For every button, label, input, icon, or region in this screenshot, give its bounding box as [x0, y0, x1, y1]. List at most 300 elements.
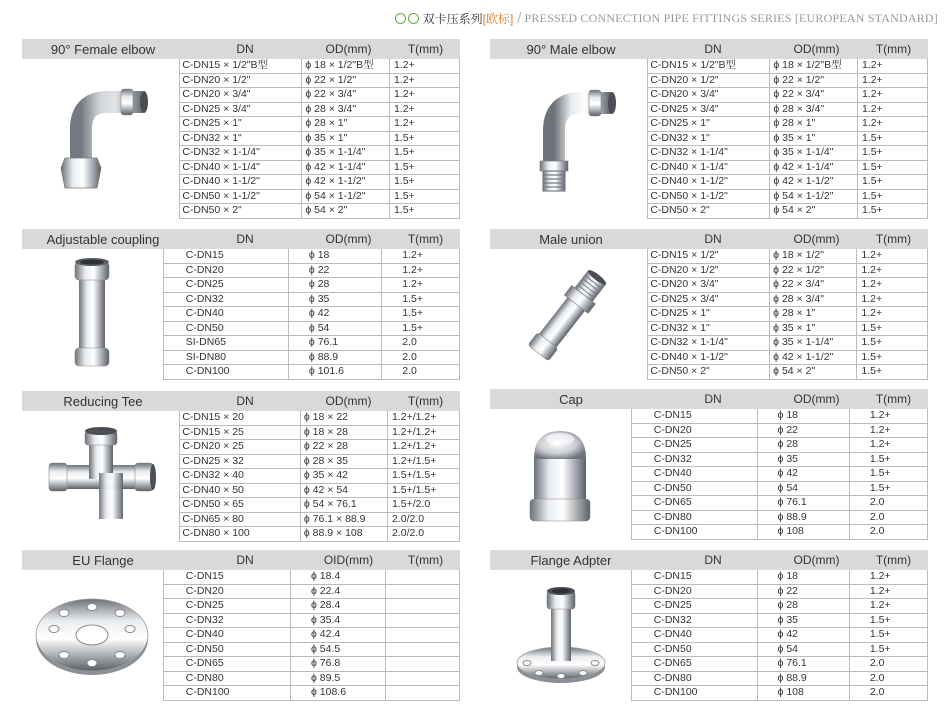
spec-table	[163, 249, 460, 380]
thickness-cell: 1.2+/1.2+	[387, 425, 459, 440]
table-row	[180, 88, 460, 103]
thickness-cell: 1.2+	[857, 88, 927, 103]
table-row	[648, 321, 928, 336]
thickness-cell: 1.5+	[849, 628, 927, 643]
col-header-t: T(mm)	[875, 232, 912, 246]
col-header-dn: DN	[236, 553, 254, 567]
reducing-tee-image	[22, 411, 179, 542]
thickness-cell: 1.5+	[382, 321, 460, 336]
dn-cell: C-DN15	[163, 249, 288, 263]
table-row	[163, 321, 459, 336]
panel-eu-flange	[22, 550, 460, 701]
spec-table	[163, 570, 460, 701]
col-header-t: T(mm)	[407, 553, 444, 567]
table-row	[163, 642, 459, 657]
od-cell: ϕ 22 × 1/2"	[302, 73, 390, 88]
od-cell: ϕ 76.1	[288, 336, 381, 351]
table-row	[648, 73, 928, 88]
dn-cell: C-DN100	[631, 525, 757, 540]
od-cell: ϕ 42 × 1-1/2"	[770, 175, 858, 190]
thickness-cell: 1.2+	[857, 292, 928, 307]
od-cell: ϕ 35 × 1"	[302, 131, 390, 146]
table-row	[163, 657, 459, 672]
od-cell: ϕ 18	[288, 249, 381, 263]
table-row	[648, 336, 928, 351]
panel-title: Cap	[559, 391, 583, 407]
dn-cell: C-DN15 × 25	[180, 425, 301, 440]
od-cell: ϕ 54.5	[290, 642, 385, 657]
thickness-cell: 1.5+	[849, 481, 927, 496]
dn-cell: C-DN20	[163, 263, 288, 278]
od-cell: ϕ 108	[757, 525, 849, 540]
table-row	[180, 440, 460, 455]
thickness-cell: 1.2+	[849, 570, 927, 584]
col-header-od: OD(mm)	[325, 42, 372, 56]
col-header-od: OD(mm)	[325, 394, 372, 408]
panel-title: Adjustable coupling	[46, 231, 160, 247]
col-header-t: T(mm)	[875, 553, 912, 567]
table-row	[648, 175, 928, 190]
thickness-cell: 2.0	[849, 525, 927, 540]
od-cell: ϕ 108	[757, 686, 849, 701]
od-cell: ϕ 76.1	[757, 657, 849, 672]
dn-cell: C-DN50	[163, 642, 290, 657]
dn-cell: SI-DN65	[163, 336, 288, 351]
spec-table	[179, 411, 460, 542]
adjustable-coupling-image	[22, 249, 163, 380]
panel-reducing-tee	[22, 391, 460, 542]
thickness-cell: 1.2+	[849, 584, 927, 599]
thickness-cell: 1.5+	[389, 146, 459, 161]
spec-table	[631, 409, 928, 540]
male-union-image	[490, 249, 647, 380]
table-row	[163, 307, 459, 322]
od-cell: ϕ 88.9	[757, 671, 849, 686]
panel-male-elbow	[490, 39, 928, 219]
od-cell: ϕ 42 × 54	[300, 483, 387, 498]
series-en: PRESSED CONNECTION PIPE FITTINGS SERIES [EUROPEAN STANDARD]	[524, 10, 938, 25]
panel-flange-adapter	[490, 550, 928, 701]
thickness-cell: 1.2+/1.2+	[387, 411, 459, 425]
od-cell: ϕ 28 × 3/4"	[770, 292, 857, 307]
thickness-cell: 1.2+	[849, 423, 927, 438]
od-cell: ϕ 28	[757, 599, 849, 614]
od-cell: ϕ 22 × 1/2"	[770, 73, 858, 88]
col-header-od: OID(mm)	[323, 553, 374, 567]
od-cell: ϕ 35 × 1-1/4"	[302, 146, 390, 161]
od-cell: ϕ 76.8	[290, 657, 385, 672]
table-row	[163, 350, 459, 365]
od-cell: ϕ 22	[757, 423, 849, 438]
dn-cell: C-DN50	[163, 321, 288, 336]
dn-cell: C-DN32 × 1"	[180, 131, 302, 146]
dn-cell: C-DN15	[631, 570, 757, 584]
circle-icon	[408, 13, 419, 24]
table-row	[180, 117, 460, 132]
table-row	[648, 350, 928, 365]
thickness-cell: 1.2+	[382, 249, 460, 263]
od-cell: ϕ 54 × 1-1/2"	[302, 189, 390, 204]
table-row	[648, 292, 928, 307]
dn-cell: C-DN32	[163, 292, 288, 307]
dn-cell: C-DN50	[631, 642, 757, 657]
thickness-cell: 1.5+	[857, 146, 927, 161]
thickness-cell: 2.0	[849, 496, 927, 511]
dn-cell: C-DN25	[631, 599, 757, 614]
table-row	[163, 278, 459, 293]
table-row	[648, 204, 928, 219]
dn-cell: C-DN80	[631, 671, 757, 686]
dn-cell: C-DN100	[163, 365, 288, 380]
od-cell: ϕ 28 × 3/4"	[302, 102, 390, 117]
od-cell: ϕ 22 × 3/4"	[302, 88, 390, 103]
table-row	[163, 671, 459, 686]
od-cell: ϕ 22 × 3/4"	[770, 88, 858, 103]
od-cell: ϕ 42 × 1-1/2"	[302, 175, 390, 190]
od-cell: ϕ 76.1	[757, 496, 849, 511]
od-cell: ϕ 42 × 1-1/4"	[770, 160, 858, 175]
table-row	[631, 452, 927, 467]
od-cell: ϕ 35 × 1"	[770, 321, 857, 336]
thickness-cell: 1.5+	[389, 160, 459, 175]
table-row	[163, 365, 459, 380]
series-cn: 双卡压系列	[422, 11, 483, 26]
table-row	[180, 131, 460, 146]
thickness-cell: 1.5+	[857, 160, 927, 175]
spec-table	[647, 249, 928, 380]
od-cell: ϕ 89.5	[290, 671, 385, 686]
thickness-cell: 2.0	[849, 686, 927, 701]
dn-cell: C-DN15 × 20	[180, 411, 301, 425]
table-row	[631, 628, 927, 643]
dn-cell: C-DN32	[631, 613, 757, 628]
table-row	[631, 570, 927, 584]
table-row	[631, 642, 927, 657]
od-cell: ϕ 54 × 2"	[770, 365, 857, 380]
dn-cell: C-DN32 × 40	[180, 469, 301, 484]
table-row	[180, 175, 460, 190]
thickness-cell: 1.5+/1.5+	[387, 469, 459, 484]
table-row	[180, 527, 460, 542]
dn-cell: C-DN32 × 1-1/4"	[180, 146, 302, 161]
thickness-cell: 1.5+	[857, 175, 927, 190]
od-cell: ϕ 42	[288, 307, 381, 322]
od-cell: ϕ 88.9	[757, 510, 849, 525]
table-row	[631, 613, 927, 628]
od-cell: ϕ 28	[288, 278, 381, 293]
od-cell: ϕ 35 × 42	[300, 469, 387, 484]
table-row	[648, 117, 928, 132]
thickness-cell: 1.5+	[857, 321, 928, 336]
table-row	[163, 249, 459, 263]
od-cell: ϕ 42	[757, 467, 849, 482]
dn-cell: C-DN100	[631, 686, 757, 701]
thickness-cell: 1.5+	[857, 204, 927, 219]
table-row	[648, 88, 928, 103]
dn-cell: C-DN40 × 1-1/2"	[648, 175, 770, 190]
table-row	[163, 599, 459, 614]
table-row	[631, 467, 927, 482]
col-header-od: OD(mm)	[793, 232, 840, 246]
od-cell: ϕ 28 × 1"	[770, 117, 858, 132]
dn-cell: C-DN25	[631, 438, 757, 453]
table-row	[648, 146, 928, 161]
od-cell: ϕ 42 × 1-1/4"	[302, 160, 390, 175]
dn-cell: C-DN20	[631, 584, 757, 599]
dn-cell: C-DN65	[631, 657, 757, 672]
table-row	[631, 584, 927, 599]
table-row	[648, 59, 928, 73]
od-cell: ϕ 35	[288, 292, 381, 307]
dn-cell: C-DN20 × 1/2"	[180, 73, 302, 88]
dn-cell: C-DN100	[163, 686, 290, 701]
thickness-cell: 1.5+	[849, 467, 927, 482]
table-row	[631, 481, 927, 496]
dn-cell: C-DN40	[163, 628, 290, 643]
table-row	[163, 570, 459, 584]
dn-cell: C-DN32	[631, 452, 757, 467]
dn-cell: C-DN65	[631, 496, 757, 511]
dn-cell: C-DN20 × 3/4"	[648, 278, 770, 293]
col-header-od: OD(mm)	[793, 42, 840, 56]
od-cell: ϕ 108.6	[290, 686, 385, 701]
panel-female-elbow	[22, 39, 460, 219]
thickness-cell: 1.2+	[389, 73, 459, 88]
table-row	[163, 613, 459, 628]
od-cell: ϕ 22 × 28	[300, 440, 387, 455]
panel-adjustable-coupling	[22, 229, 460, 380]
thickness-cell	[385, 570, 459, 584]
thickness-cell: 1.2+	[857, 117, 927, 132]
col-header-t: T(mm)	[407, 42, 444, 56]
header-slash: /	[517, 9, 522, 27]
dn-cell: C-DN20 × 3/4"	[648, 88, 770, 103]
thickness-cell: 1.2+/1.2+	[387, 440, 459, 455]
od-cell: ϕ 18	[757, 570, 849, 584]
table-row	[180, 469, 460, 484]
od-cell: ϕ 101.6	[288, 365, 381, 380]
thickness-cell: 1.2+	[389, 59, 459, 73]
panel-title: Male union	[539, 231, 603, 247]
od-cell: ϕ 35 × 1-1/4"	[770, 336, 857, 351]
thickness-cell: 1.2+	[857, 278, 928, 293]
dn-cell: C-DN40 × 1-1/2"	[648, 350, 770, 365]
thickness-cell: 2.0	[382, 336, 460, 351]
col-header-dn: DN	[236, 42, 254, 56]
dn-cell: C-DN50 × 65	[180, 498, 301, 513]
thickness-cell: 1.2+	[849, 438, 927, 453]
od-cell: ϕ 42 × 1-1/2"	[770, 350, 857, 365]
dn-cell: C-DN20 × 1/2"	[648, 263, 770, 278]
thickness-cell: 1.2+	[382, 263, 460, 278]
dn-cell: C-DN25	[163, 599, 290, 614]
thickness-cell: 1.5+	[849, 452, 927, 467]
od-cell: ϕ 28	[757, 438, 849, 453]
dn-cell: C-DN65	[163, 657, 290, 672]
table-row	[163, 584, 459, 599]
thickness-cell: 2.0	[382, 350, 460, 365]
dn-cell: C-DN20 × 3/4"	[180, 88, 302, 103]
thickness-cell: 2.0	[849, 671, 927, 686]
thickness-cell: 1.5+/2.0	[387, 498, 459, 513]
table-row	[180, 411, 460, 425]
table-row	[648, 263, 928, 278]
dn-cell: C-DN15	[163, 570, 290, 584]
table-row	[648, 278, 928, 293]
od-cell: ϕ 22.4	[290, 584, 385, 599]
table-row	[180, 483, 460, 498]
dn-cell: C-DN50 × 2"	[180, 204, 302, 219]
thickness-cell: 2.0	[382, 365, 460, 380]
male-elbow-image	[490, 59, 647, 219]
thickness-cell	[385, 642, 459, 657]
col-header-dn: DN	[704, 232, 722, 246]
thickness-cell: 1.5+/1.5+	[387, 483, 459, 498]
dn-cell: C-DN32	[163, 613, 290, 628]
thickness-cell: 1.5+	[382, 307, 460, 322]
dn-cell: C-DN20 × 1/2"	[648, 73, 770, 88]
dn-cell: C-DN25 × 32	[180, 454, 301, 469]
od-cell: ϕ 35	[757, 452, 849, 467]
table-row	[180, 425, 460, 440]
dn-cell: C-DN25 × 1"	[648, 117, 770, 132]
dn-cell: C-DN80	[163, 671, 290, 686]
thickness-cell: 1.2+	[389, 102, 459, 117]
thickness-cell: 1.2+	[849, 409, 927, 423]
standard-cn: [欧标]	[482, 11, 514, 26]
dn-cell: C-DN80	[631, 510, 757, 525]
col-header-t: T(mm)	[407, 394, 444, 408]
cap-image	[490, 409, 631, 540]
dn-cell: SI-DN80	[163, 350, 288, 365]
page-header	[360, 8, 938, 28]
table-row	[180, 498, 460, 513]
thickness-cell	[385, 584, 459, 599]
od-cell: ϕ 18	[757, 409, 849, 423]
col-header-dn: DN	[236, 232, 254, 246]
od-cell: ϕ 28 × 3/4"	[770, 102, 858, 117]
thickness-cell: 1.2+	[857, 307, 928, 322]
od-cell: ϕ 76.1 × 88.9	[300, 512, 387, 527]
thickness-cell: 1.5+	[389, 204, 459, 219]
circle-icon	[395, 13, 406, 24]
col-header-dn: DN	[704, 553, 722, 567]
panel-title: 90° Female elbow	[50, 41, 156, 57]
thickness-cell: 1.2+/1.5+	[387, 454, 459, 469]
table-row	[163, 686, 459, 701]
thickness-cell	[385, 686, 459, 701]
dn-cell: C-DN32 × 1"	[648, 131, 770, 146]
thickness-cell: 1.2+	[389, 117, 459, 132]
dn-cell: C-DN15	[631, 409, 757, 423]
thickness-cell: 1.5+	[389, 189, 459, 204]
table-row	[180, 73, 460, 88]
panel-title: 90° Male elbow	[526, 41, 616, 57]
table-row	[631, 438, 927, 453]
od-cell: ϕ 18 × 1/2"B型	[770, 59, 858, 73]
od-cell: ϕ 22 × 3/4"	[770, 278, 857, 293]
od-cell: ϕ 28 × 35	[300, 454, 387, 469]
dn-cell: C-DN40 × 1-1/4"	[648, 160, 770, 175]
dn-cell: C-DN65 × 80	[180, 512, 301, 527]
table-row	[180, 512, 460, 527]
dn-cell: C-DN40	[631, 628, 757, 643]
col-header-dn: DN	[704, 392, 722, 406]
od-cell: ϕ 18.4	[290, 570, 385, 584]
dn-cell: C-DN40 × 1-1/4"	[180, 160, 302, 175]
dn-cell: C-DN15 × 1/2"	[648, 249, 770, 263]
table-row	[648, 365, 928, 380]
od-cell: ϕ 35.4	[290, 613, 385, 628]
panel-title: EU Flange	[72, 552, 134, 568]
od-cell: ϕ 18 × 1/2"B型	[302, 59, 390, 73]
table-row	[180, 102, 460, 117]
table-row	[163, 336, 459, 351]
thickness-cell	[385, 613, 459, 628]
table-row	[180, 204, 460, 219]
dn-cell: C-DN50 × 1-1/2"	[648, 189, 770, 204]
dn-cell: C-DN25	[163, 278, 288, 293]
od-cell: ϕ 35	[757, 613, 849, 628]
thickness-cell: 1.2+	[389, 88, 459, 103]
od-cell: ϕ 18 × 22	[300, 411, 387, 425]
col-header-od: OD(mm)	[793, 553, 840, 567]
table-row	[631, 510, 927, 525]
od-cell: ϕ 28.4	[290, 599, 385, 614]
col-header-t: T(mm)	[407, 232, 444, 246]
thickness-cell: 1.2+	[849, 599, 927, 614]
table-row	[648, 131, 928, 146]
col-header-od: OD(mm)	[793, 392, 840, 406]
thickness-cell: 1.5+	[857, 189, 927, 204]
thickness-cell: 2.0	[849, 657, 927, 672]
od-cell: ϕ 28 × 1"	[770, 307, 857, 322]
panel-title: Flange Adpter	[530, 552, 612, 568]
od-cell: ϕ 18 × 28	[300, 425, 387, 440]
dn-cell: C-DN15 × 1/2"B型	[648, 59, 770, 73]
od-cell: ϕ 54	[757, 642, 849, 657]
col-header-od: OD(mm)	[325, 232, 372, 246]
table-row	[163, 292, 459, 307]
dn-cell: C-DN50 × 2"	[648, 204, 770, 219]
table-row	[648, 249, 928, 263]
thickness-cell: 1.2+	[857, 59, 927, 73]
thickness-cell	[385, 671, 459, 686]
table-row	[180, 160, 460, 175]
table-row	[648, 307, 928, 322]
dn-cell: C-DN20	[163, 584, 290, 599]
dn-cell: C-DN40	[631, 467, 757, 482]
dn-cell: C-DN25 × 3/4"	[648, 292, 770, 307]
od-cell: ϕ 54 × 2"	[770, 204, 858, 219]
od-cell: ϕ 88.9	[288, 350, 381, 365]
table-row	[631, 599, 927, 614]
dn-cell: C-DN25 × 3/4"	[648, 102, 770, 117]
table-row	[180, 59, 460, 73]
od-cell: ϕ 42	[757, 628, 849, 643]
od-cell: ϕ 35 × 1-1/4"	[770, 146, 858, 161]
dn-cell: C-DN25 × 3/4"	[180, 102, 302, 117]
spec-table	[647, 59, 928, 219]
od-cell: ϕ 18 × 1/2"	[770, 249, 857, 263]
thickness-cell: 1.2+	[857, 263, 928, 278]
od-cell: ϕ 54 × 2"	[302, 204, 390, 219]
od-cell: ϕ 88.9 × 108	[300, 527, 387, 542]
panel-male-union	[490, 229, 928, 380]
eu-flange-image	[22, 570, 163, 701]
dn-cell: C-DN32 × 1"	[648, 321, 770, 336]
thickness-cell: 1.5+	[857, 350, 928, 365]
